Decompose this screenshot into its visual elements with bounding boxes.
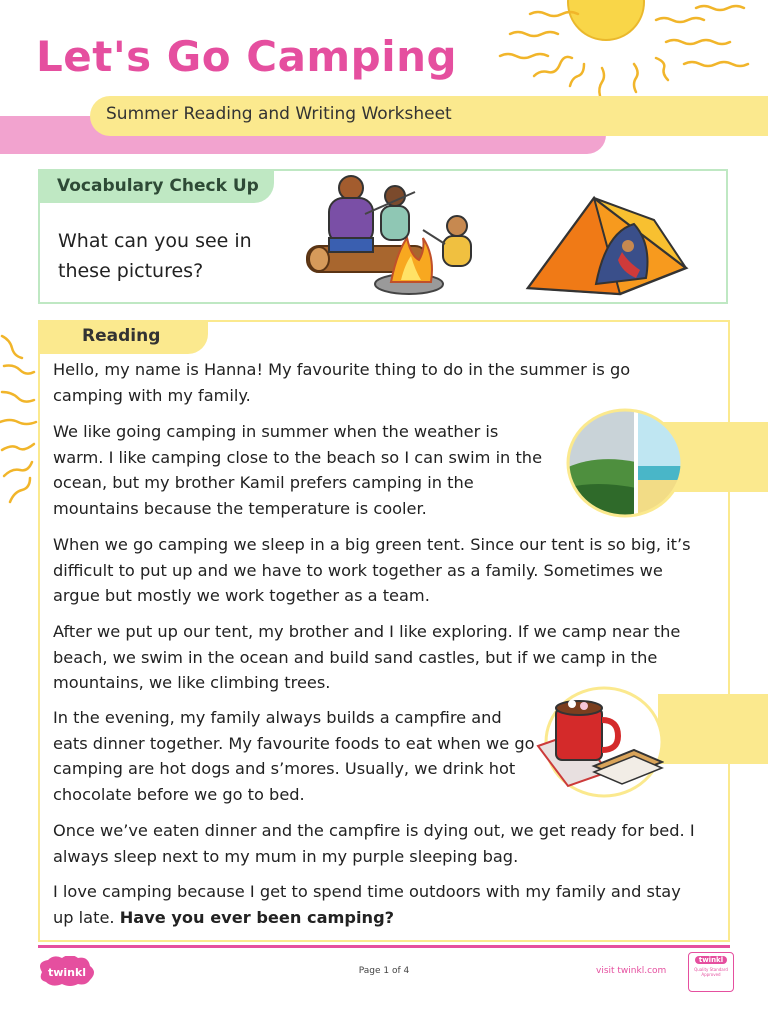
badge-subtitle: Quality Standard Approved [694, 967, 728, 977]
twinkl-logo-text: twinkl [47, 966, 87, 979]
reading-paragraph-1: Hello, my name is Hanna! My favourite thing to do in the summer is go camping with my family. [53, 360, 631, 405]
reading-paragraph-7 [53, 879, 693, 930]
tent-illustration [524, 190, 690, 298]
side-band-2 [658, 694, 768, 764]
vocabulary-question: What can you see in these pictures? [58, 230, 252, 282]
hot-chocolate-smores-illustration [532, 686, 664, 798]
page-subtitle: Summer Reading and Writing Worksheet [106, 104, 452, 124]
reading-paragraph-4: After we put up our tent, my brother and I like exploring. If we camp near the beach, we swim in the ocean and build sand castles, but if we camp in the mountains, we like climbing trees. [53, 622, 681, 693]
twinkl-logo[interactable] [36, 956, 98, 986]
reading-heading: Reading [82, 326, 161, 346]
quality-badge [688, 952, 734, 992]
reading-paragraph-5: In the evening, my family always builds a campfire and eats dinner together. My favourite foods to eat when we go camping are hot dogs and s’mores. Usually, we drink hot chocolate before we go to bed. [53, 708, 535, 804]
badge-title: twinkl [695, 956, 727, 964]
reading-paragraph-3: When we go camping we sleep in a big green tent. Since our tent is so big, it’s difficult to put up and we have to work together as a family. Sometimes we argue but mostly we work together as a team. [53, 535, 691, 606]
visit-link[interactable]: visit twinkl.com [596, 966, 667, 976]
page-title: Let's Go Camping [36, 32, 458, 81]
footer-divider [38, 945, 730, 948]
campfire-family-illustration [305, 174, 477, 300]
reading-paragraph-2: We like going camping in summer when the weather is warm. I like camping close to the beach so I can swim in the ocean, but my brother Kamil prefers camping in the mountains because the temperature is cooler. [53, 422, 543, 518]
reading-paragraph-6: Once we’ve eaten dinner and the campfire is dying out, we get ready for bed. I always sleep next to my mum in my purple sleeping bag. [53, 821, 695, 866]
closing-question: Have you ever been camping? [119, 907, 395, 927]
closing-text: I love camping because I get to spend time outdoors with my family and stay up late. [53, 882, 681, 927]
vocabulary-heading: Vocabulary Check Up [57, 176, 259, 196]
page-number: Page 1 of 4 [358, 966, 410, 976]
mountain-beach-illustration [566, 408, 684, 518]
